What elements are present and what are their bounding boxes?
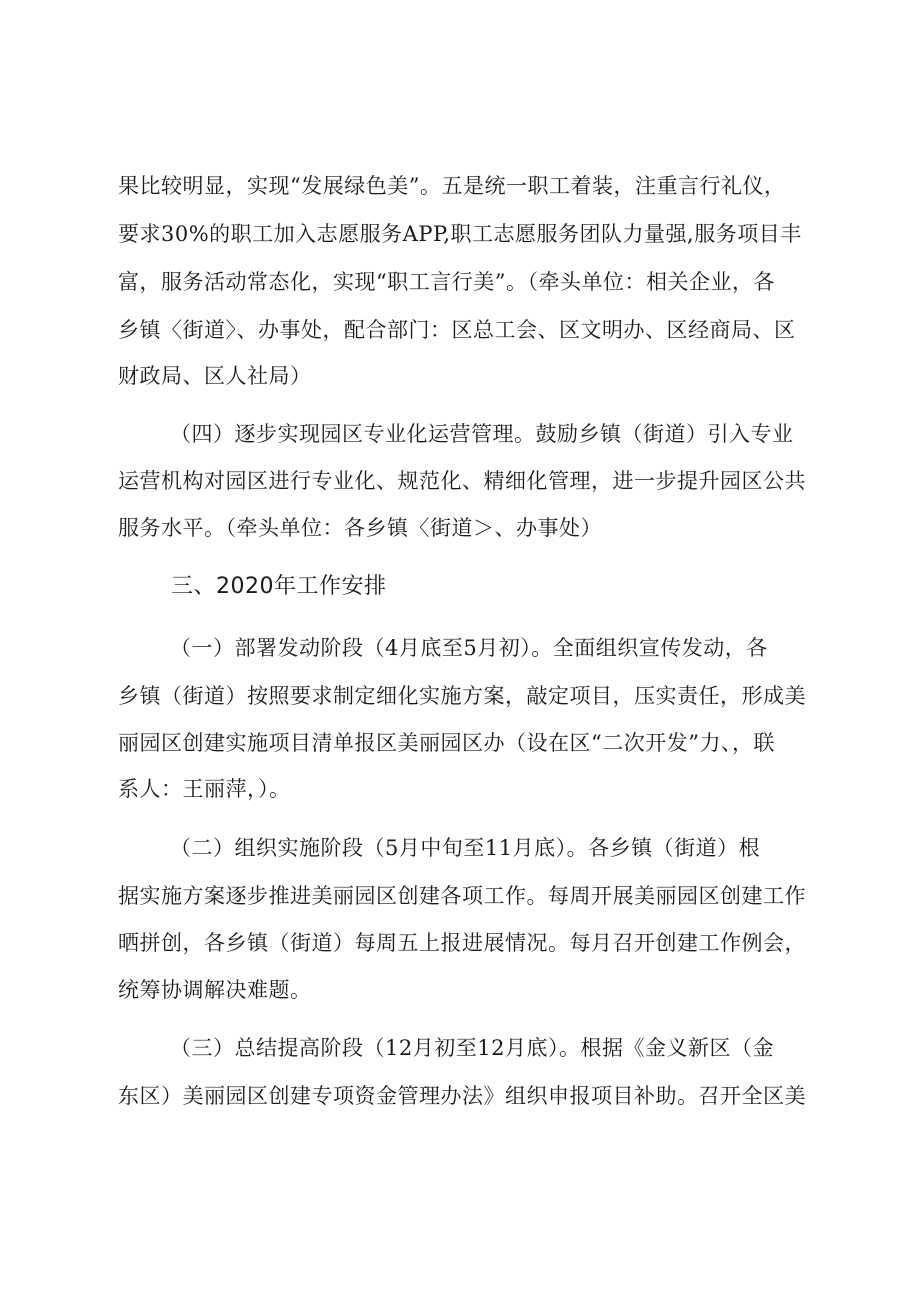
paragraph-line: 财政局、区人社局）	[118, 364, 312, 388]
paragraph-line: 运营机构对园区进行专业化、规范化、精细化管理，进一步提升园区公共	[118, 469, 806, 493]
paragraph-line: 丽园区创建实施项目清单报区美丽园区办（设在区“二次开发”力、，联	[118, 731, 775, 755]
paragraph-line: 系人：王丽萍，）。	[118, 777, 291, 801]
paragraph-line: 富，服务活动常态化，实现“职工言行美”。（牵头单位：相关企业，各	[118, 270, 775, 294]
paragraph-line: （四）逐步实现园区专业化运营管理。鼓励乡镇（街道）引入专业	[170, 422, 794, 446]
paragraph-line: （一）部署发动阶段（4月底至5月初）。全面组织宣传发动，各	[170, 636, 768, 660]
paragraph-line: 乡镇〈街道〉、办事处，配合部门：区总工会、区文明办、区经商局、区	[118, 318, 796, 342]
paragraph-line: 服务水平。（牵头单位：各乡镇〈街道＞、办事处）	[118, 516, 602, 540]
paragraph-line: 统筹协调解决难题。	[118, 978, 312, 1002]
paragraph-line: 乡镇（街道）按照要求制定细化实施方案，敲定项目，压实责任，形成美	[118, 684, 806, 708]
section-heading: 三、2020年工作安排	[171, 574, 387, 599]
paragraph-line: 果比较明显，实现“发展绿色美”。五是统一职工着装，注重言行礼仪，	[118, 174, 786, 198]
paragraph-line: 据实施方案逐步推进美丽园区创建各项工作。每周开展美丽园区创建工作	[118, 884, 806, 908]
paragraph-line: 东区）美丽园区创建专项资金管理办法》组织申报项目补助。召开全区美	[118, 1084, 806, 1108]
paragraph-line: 要求30%的职工加入志愿服务APP,职工志愿服务团队力量强,服务项目丰	[118, 222, 802, 246]
paragraph-line: 晒拼创，各乡镇（街道）每周五上报进展情况。每月召开创建工作例会，	[118, 931, 806, 955]
paragraph-line: （三）总结提高阶段（12月初至12月底）。根据《金义新区（金	[170, 1036, 774, 1060]
paragraph-line: （二）组织实施阶段（5月中旬至11月底）。各乡镇（街道）根	[170, 836, 761, 860]
